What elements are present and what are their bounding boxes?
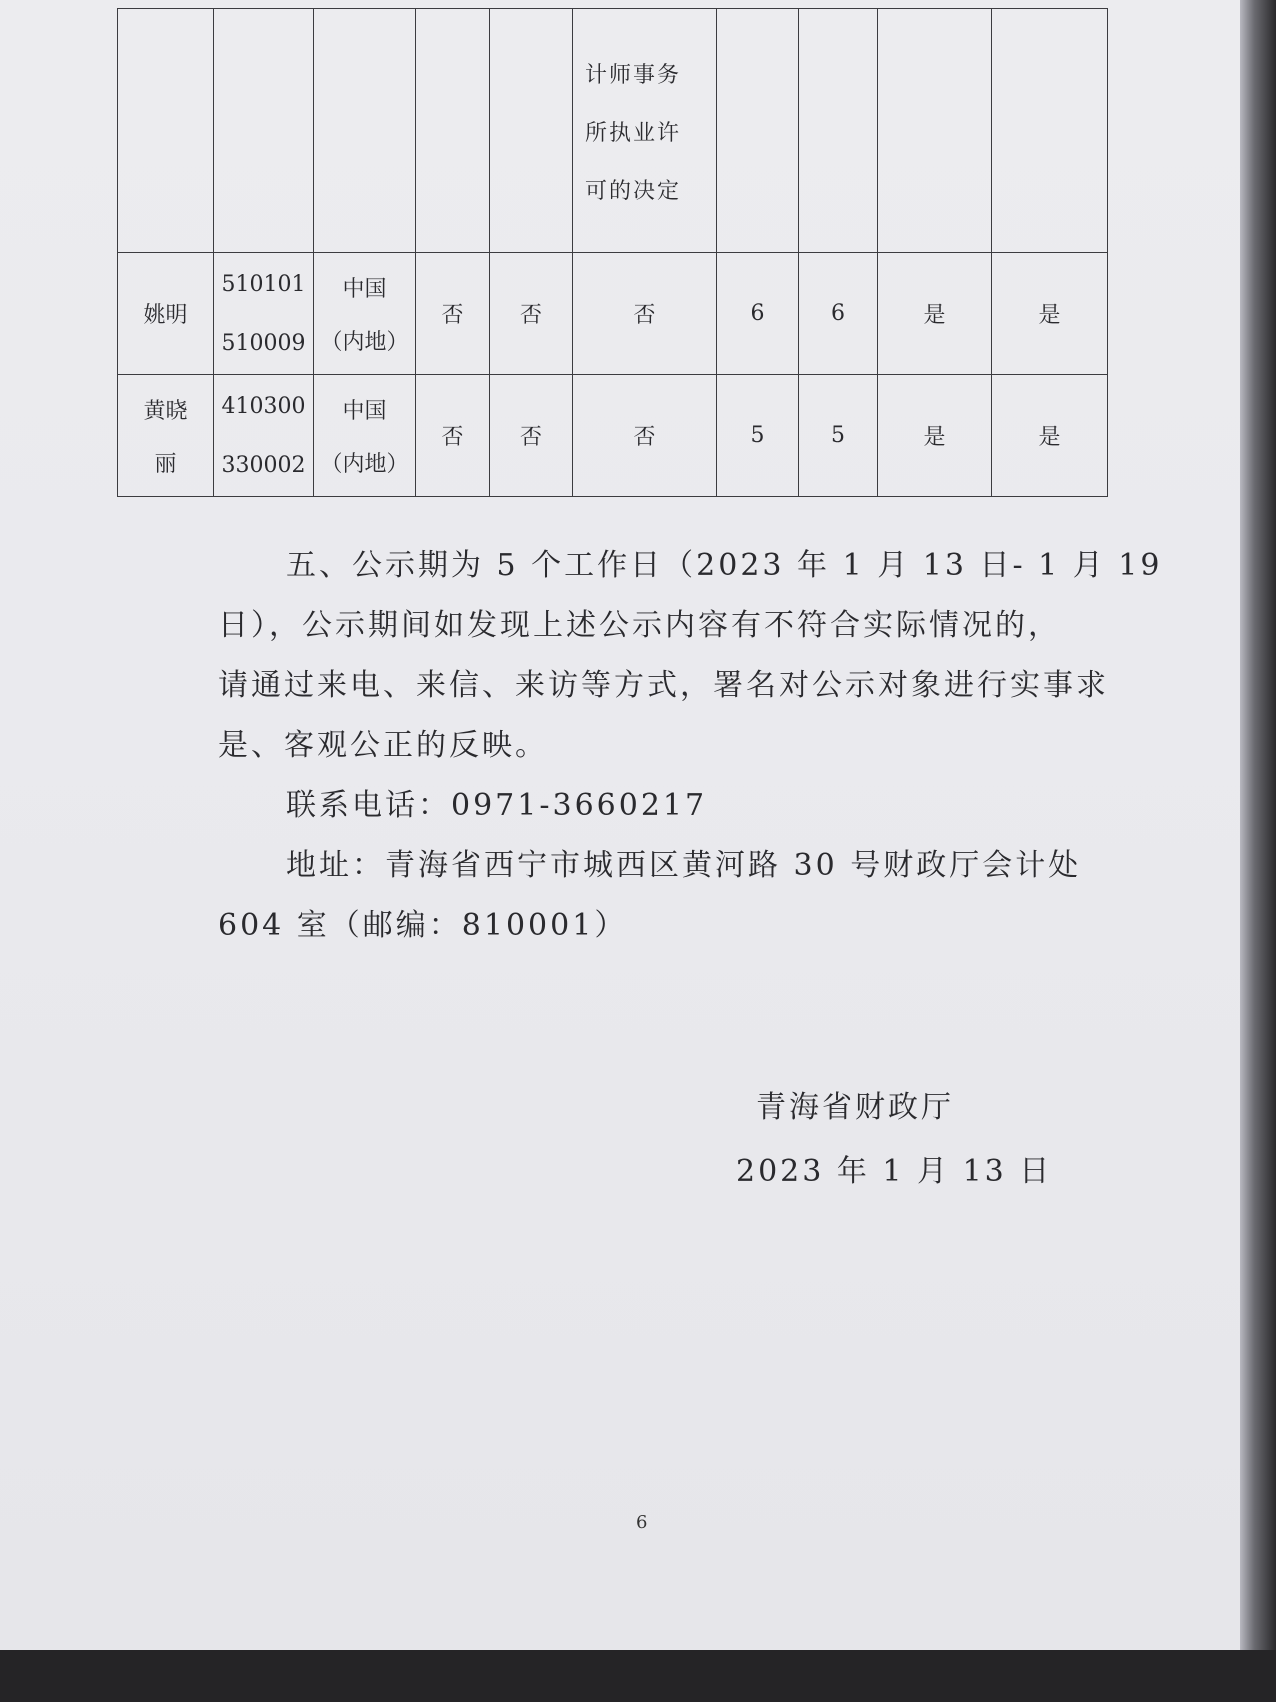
cell-name [118,375,214,497]
table-row [118,253,1108,375]
region-bottom: （内地） [320,451,409,477]
contact-address: 地址：青海省西宁市城西区黄河路 30 号财政厅会计处 [286,848,1082,883]
table-row [118,375,1108,497]
cell-c3: 否 [573,253,717,375]
header-cell-id [214,9,314,253]
header-cell-c5 [799,9,878,253]
notice-line: 请通过来电、来信、来访等方式，署名对公示对象进行实事求 [218,668,1109,703]
notice-line: 五、公示期为 5 个工作日（2023 年 1 月 13 日- 1 月 19 [286,548,1163,583]
cell-c4: 6 [717,253,799,375]
cell-c2: 否 [490,375,573,497]
header-cell-c2 [490,9,573,253]
cell-c7: 是 [992,253,1108,375]
name-text: 姚明 [143,303,188,328]
header-cell-c7 [992,9,1108,253]
region-top: 中国 [342,398,387,424]
cell-c1: 否 [416,375,490,497]
id-bottom: 510009 [221,330,306,356]
header-cell-note [573,9,717,253]
notice-line: 日），公示期间如发现上述公示内容有不符合实际情况的， [218,608,1061,643]
id-top: 410300 [221,393,306,419]
cell-id [214,375,314,497]
header-note-line: 所执业许 [585,121,682,146]
cell-name [118,253,214,375]
cell-c5: 6 [799,253,878,375]
background-surface [0,1650,1276,1702]
results-table [117,8,1107,478]
contact-phone: 联系电话：0971-3660217 [286,788,708,823]
region-top: 中国 [342,276,387,302]
header-cell-region [314,9,416,253]
cell-c7: 是 [992,375,1108,497]
cell-id [214,253,314,375]
id-top: 510101 [221,271,306,297]
header-note-line: 计师事务 [585,63,682,88]
results-grid [117,8,1108,497]
id-bottom: 330002 [221,452,306,478]
header-cell-name [118,9,214,253]
header-cell-c4 [717,9,799,253]
signature-date: 2023 年 1 月 13 日 [736,1154,1053,1189]
name-text: 黄晓 [143,398,188,424]
notice-line: 是、客观公正的反映。 [218,728,548,763]
region-bottom: （内地） [320,329,409,355]
cell-region [314,375,416,497]
header-note-line: 可的决定 [585,179,682,204]
background-edge [1240,0,1276,1702]
table-header-continuation [118,9,1108,253]
signature-org: 青海省财政厅 [756,1090,954,1125]
notice-paragraph [218,536,1163,956]
contact-address-cont: 604 室（邮编：810001） [218,908,628,943]
cell-c6: 是 [878,375,992,497]
cell-c6: 是 [878,253,992,375]
cell-c3: 否 [573,375,717,497]
name-text: 丽 [154,451,177,477]
cell-c2: 否 [490,253,573,375]
cell-c1: 否 [416,253,490,375]
page-number: 6 [636,1512,648,1533]
header-cell-c6 [878,9,992,253]
cell-c5: 5 [799,375,878,497]
cell-c4: 5 [717,375,799,497]
cell-region [314,253,416,375]
header-cell-c1 [416,9,490,253]
